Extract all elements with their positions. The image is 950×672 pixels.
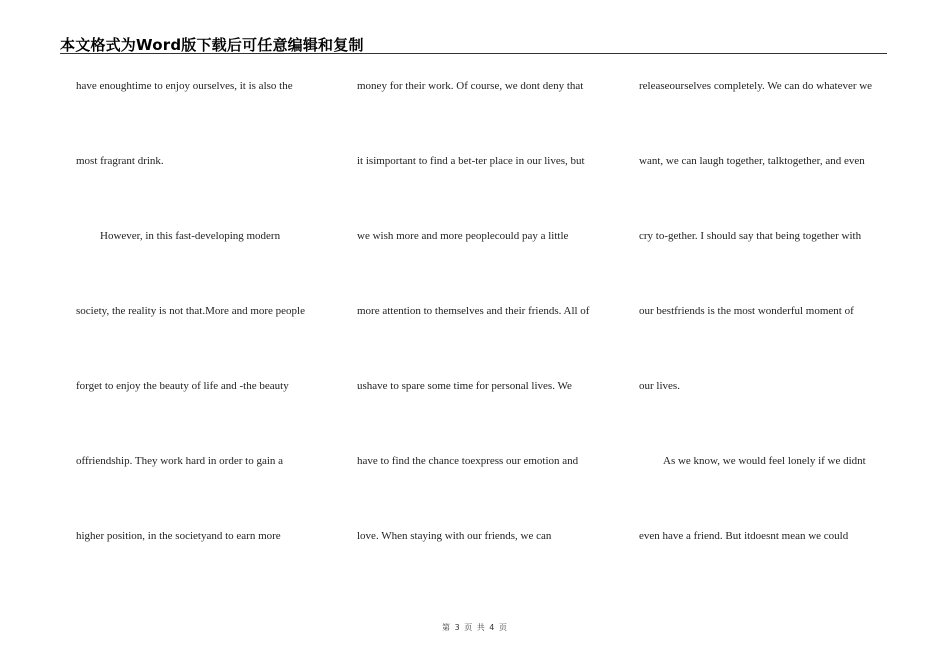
text-line: have enoughtime to enjoy ourselves, it is also the bbox=[76, 80, 293, 92]
text-line: more attention to themselves and their friends. All of bbox=[357, 305, 590, 317]
text-line: However, in this fast-developing modern bbox=[100, 230, 281, 242]
text-line: releaseourselves completely. We can do whatever we bbox=[639, 80, 873, 92]
header-divider bbox=[60, 53, 887, 54]
text-line: society, the reality is not that.More and more people bbox=[76, 305, 305, 317]
page-header-title: 本文格式为Word版下载后可任意编辑和复制 bbox=[60, 36, 364, 54]
text-line: we wish more and more peoplecould pay a little bbox=[357, 230, 569, 242]
text-line: our bestfriends is the most wonderful moment of bbox=[639, 305, 854, 317]
text-line: money for their work. Of course, we dont deny that bbox=[357, 80, 584, 92]
text-line: offriendship. They work hard in order to gain a bbox=[76, 455, 284, 467]
text-line: As we know, we would feel lonely if we didnt bbox=[663, 455, 866, 467]
text-line: even have a friend. But itdoesnt mean we could bbox=[639, 530, 849, 542]
text-line: our lives. bbox=[639, 380, 680, 392]
text-line: want, we can laugh together, talktogether, and even bbox=[639, 155, 865, 167]
text-line: most fragrant drink. bbox=[76, 155, 164, 167]
text-line: cry to-gether. I should say that being together with bbox=[639, 230, 862, 242]
text-line: love. When staying with our friends, we can bbox=[357, 530, 552, 542]
text-line: it isimportant to find a bet-ter place in our lives, but bbox=[357, 155, 585, 167]
text-line: have to find the chance toexpress our emotion and bbox=[357, 455, 579, 467]
page-number-footer: 第 3 页 共 4 页 bbox=[442, 623, 508, 632]
text-line: forget to enjoy the beauty of life and -the beauty bbox=[76, 380, 289, 392]
text-line: higher position, in the societyand to earn more bbox=[76, 530, 281, 542]
text-line: ushave to spare some time for personal lives. We bbox=[357, 380, 572, 392]
